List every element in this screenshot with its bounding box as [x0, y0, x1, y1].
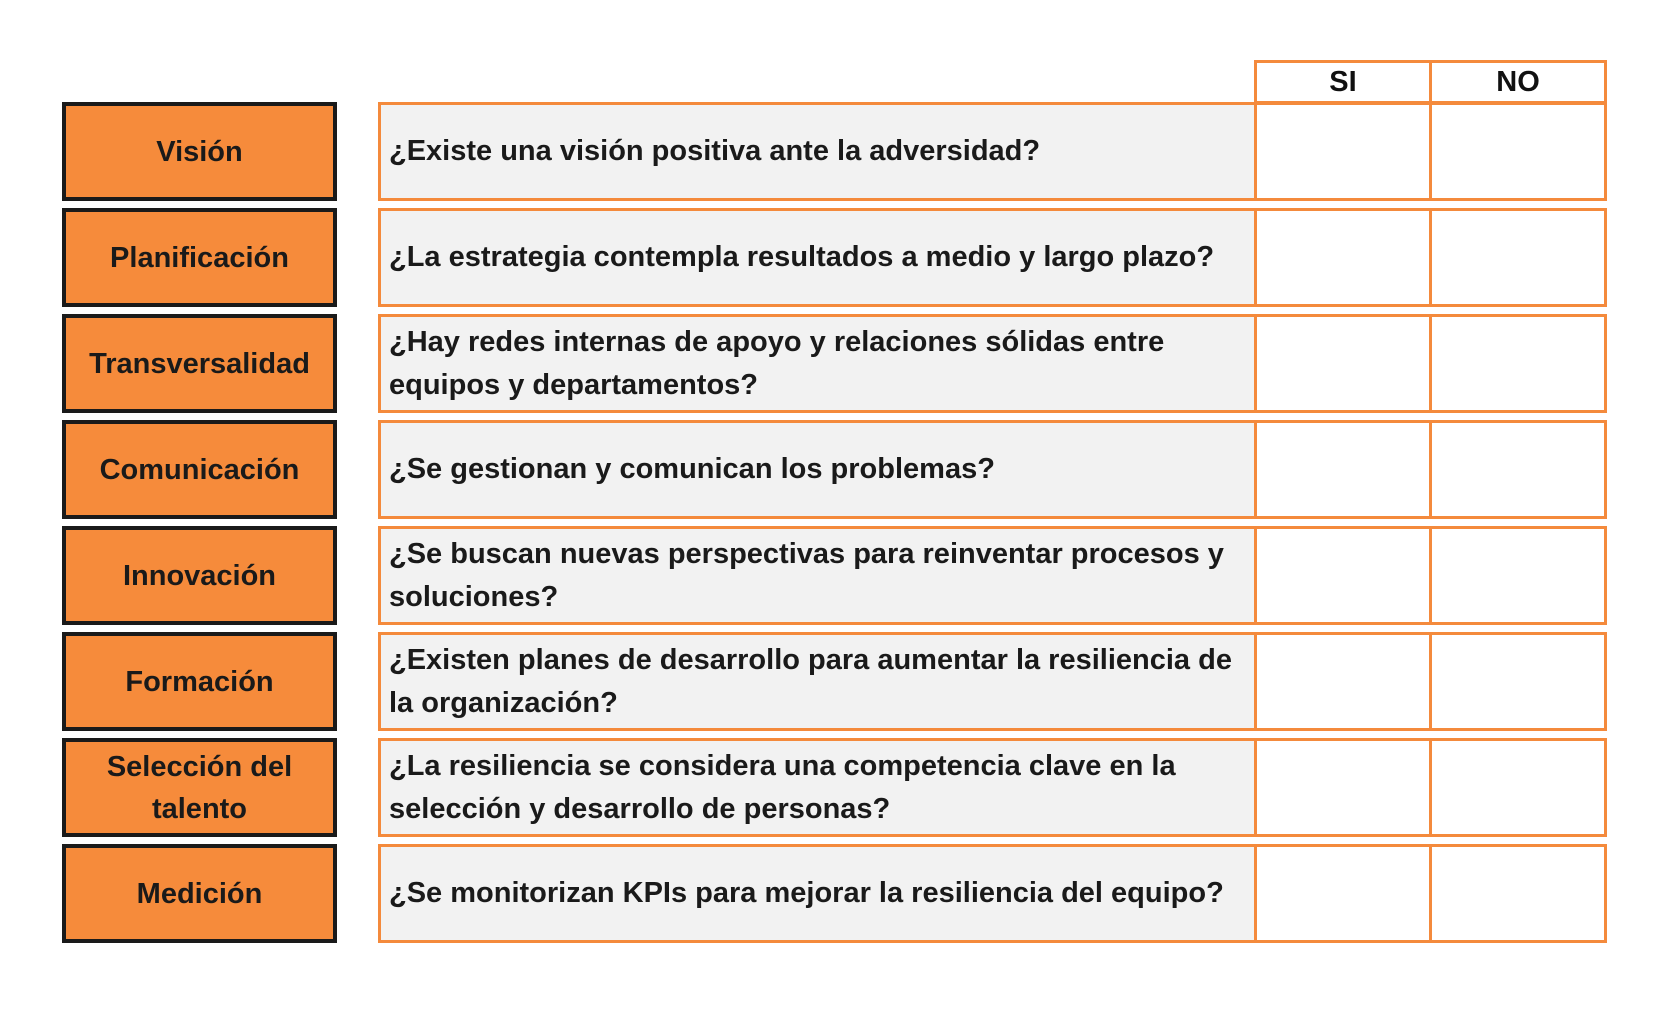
answer-no-checkbox[interactable]: [1429, 844, 1607, 943]
question-text: ¿La estrategia contempla resultados a medio y largo plazo?: [378, 208, 1257, 307]
category-label: Visión: [62, 102, 337, 201]
answer-si-checkbox[interactable]: [1254, 738, 1432, 837]
category-label: Planificación: [62, 208, 337, 307]
category-label: Transversalidad: [62, 314, 337, 413]
question-text: ¿Existen planes de desarrollo para aumentar la resiliencia de la organización?: [378, 632, 1257, 731]
question-text: ¿Se gestionan y comunican los problemas?: [378, 420, 1257, 519]
answer-si-checkbox[interactable]: [1254, 844, 1432, 943]
answer-si-checkbox[interactable]: [1254, 420, 1432, 519]
answer-si-checkbox[interactable]: [1254, 208, 1432, 307]
category-label: Medición: [62, 844, 337, 943]
checklist-row-formacion: [0, 632, 1654, 731]
checklist-row-vision: [0, 102, 1654, 201]
checklist-row-medicion: [0, 844, 1654, 943]
category-label: Comunicación: [62, 420, 337, 519]
column-header-no: NO: [1429, 60, 1607, 104]
checklist-row-transversalidad: [0, 314, 1654, 413]
answer-si-checkbox[interactable]: [1254, 102, 1432, 201]
checklist-row-seleccion-del-talento: [0, 738, 1654, 837]
answer-no-checkbox[interactable]: [1429, 632, 1607, 731]
answer-no-checkbox[interactable]: [1429, 526, 1607, 625]
question-text: ¿Hay redes internas de apoyo y relaciones sólidas entre equipos y departamentos?: [378, 314, 1257, 413]
answer-no-checkbox[interactable]: [1429, 738, 1607, 837]
category-label: Innovación: [62, 526, 337, 625]
answer-no-checkbox[interactable]: [1429, 208, 1607, 307]
answer-no-checkbox[interactable]: [1429, 420, 1607, 519]
category-label: Formación: [62, 632, 337, 731]
checklist-row-comunicacion: [0, 420, 1654, 519]
answer-no-checkbox[interactable]: [1429, 102, 1607, 201]
question-text: ¿Se monitorizan KPIs para mejorar la resiliencia del equipo?: [378, 844, 1257, 943]
answer-si-checkbox[interactable]: [1254, 314, 1432, 413]
column-header-si: SI: [1254, 60, 1432, 104]
category-label: Selección del talento: [62, 738, 337, 837]
question-text: ¿Existe una visión positiva ante la adversidad?: [378, 102, 1257, 201]
checklist-row-innovacion: [0, 526, 1654, 625]
question-text: ¿Se buscan nuevas perspectivas para reinventar procesos y soluciones?: [378, 526, 1257, 625]
answer-no-checkbox[interactable]: [1429, 314, 1607, 413]
answer-si-checkbox[interactable]: [1254, 526, 1432, 625]
question-text: ¿La resiliencia se considera una competencia clave en la selección y desarrollo de personas?: [378, 738, 1257, 837]
answer-si-checkbox[interactable]: [1254, 632, 1432, 731]
checklist-row-planificacion: [0, 208, 1654, 307]
